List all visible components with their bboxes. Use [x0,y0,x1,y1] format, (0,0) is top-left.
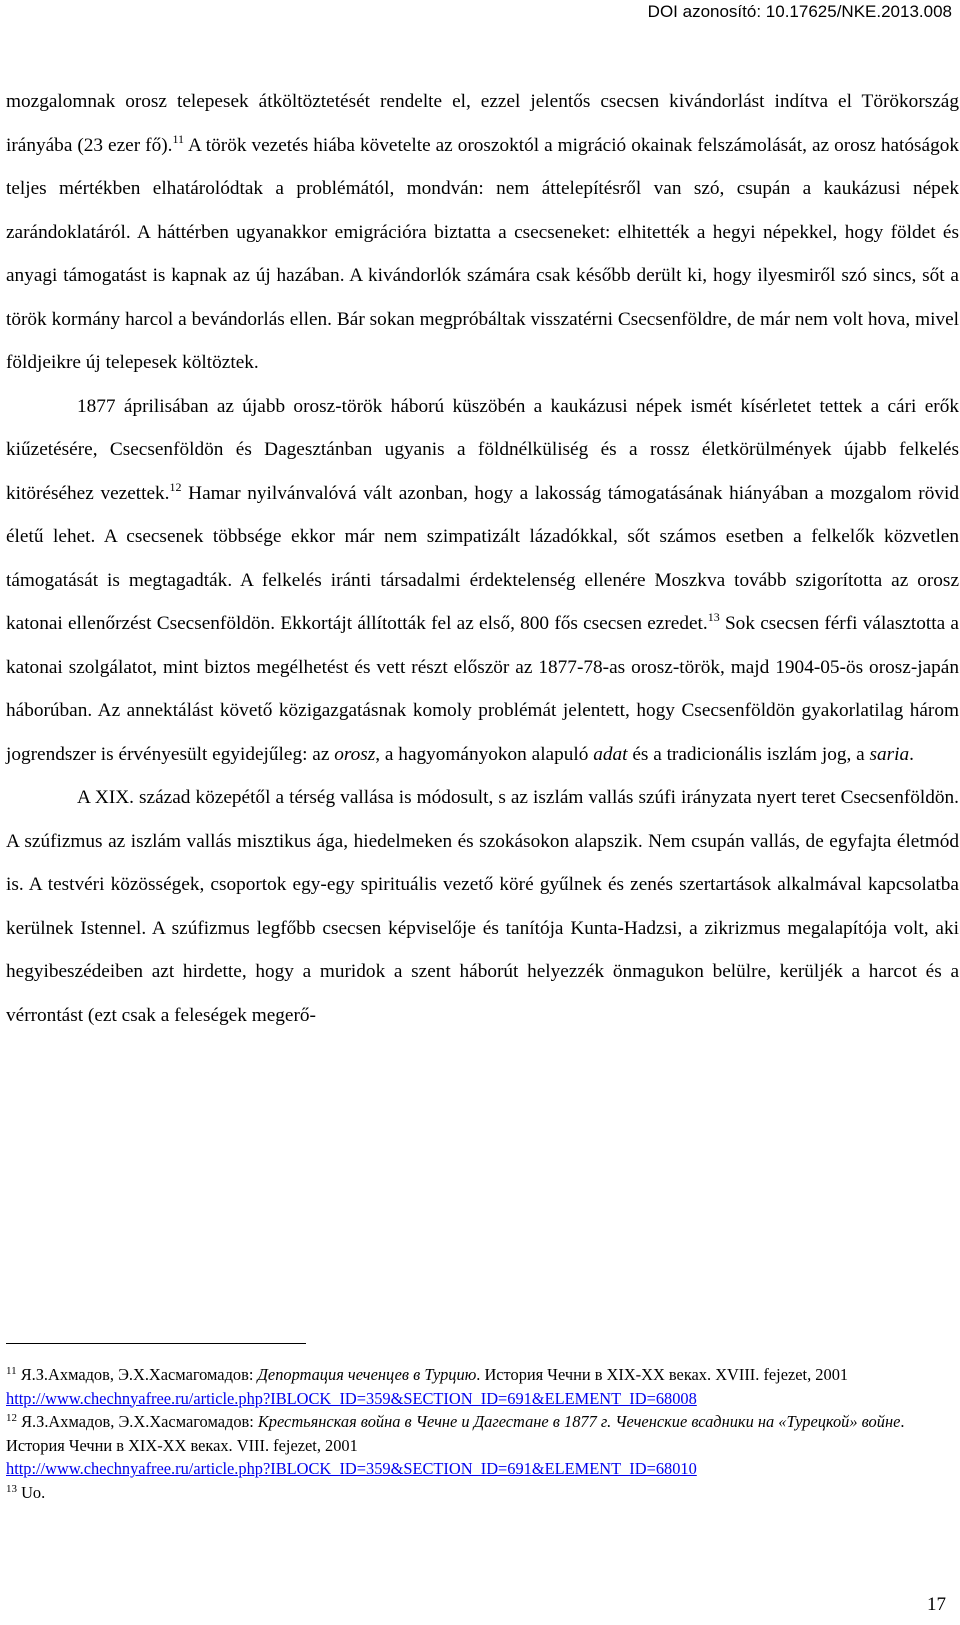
footnote-italic: Депортация чеченцев в Турцию [257,1365,477,1384]
paragraph-italic: orosz [334,743,376,765]
footnote-text: Я.З.Ахмадов, Э.Х.Хасмагомадов: [16,1365,258,1384]
paragraph-text: , a hagyományokon alapuló [375,743,594,765]
paragraph [6,776,959,1037]
paragraph-text: A XIX. század közepétől a térség vallása is módosult, s az iszlám vallás szúfi irányzata nyert teret Csecsenföldön. A szúfizmus az iszlám vallás misztikus ága, hiedelmeken és szokásokon alapszik. Nem csupán vallás, de egyfajta életmód is. A testvéri közösségek, csoportok egy-egy spirituális vezető köré gyűlnek és zenés szertartások alkalmával kapcsolatba kerülnek Istennel. A szúfizmus legfőbb csecsen képviselője és tanítója Kunta-Hadzsi, a zikrizmus megalapítója volt, aki hegyibeszédeiben azt hirdette, hogy a muridok a szent háborút helyezzék önmagukon belülre, kerüljék a harcot és a vérrontást (ezt csak a feleségek megerő- [6,787,959,1026]
paragraph [6,385,959,777]
footnote-line [6,1457,926,1481]
paragraph-text: Hamar nyilvánvalóvá vált azonban, hogy a lakosság támogatásának hiányában a mozgalom rövid életű lehet. A csecsenek többsége ekkor már nem szimpatizált lázadókkal, sőt számos esetben a felkelők közvetlen támogatását is megtagadták. A felkelés iránti társadalmi érdektelenség ellenére Moszkva tovább szigorította az orosz katonai ellenőrzést Csecsenföldön. Ekkortájt állították fel az első, 800 fős csecsen ezredet. [6,482,959,634]
paragraph-text: Sok csecsen férfi választotta a katonai szolgálatot, mint biztos megélhetést és vett részt először az 1877-78-as orosz-török, majd 1904-05-ös orosz-japán háborúban. Az annektálást követő közigazgatásnak komoly problémát jelentett, hogy Csecsenföldön gyakorlatilag három jogrendszer is érvényesült egyidejűleg: az [6,613,959,765]
footnote-text: . История Чечни в XIX-XX веках. VIII. fejezet, 2001 [6,1412,905,1455]
footnote-text: Uo. [17,1482,46,1502]
footnote-line [6,1387,926,1411]
page-number: 17 [927,1594,946,1615]
footnotes [6,1363,926,1505]
footnote-separator [6,1343,306,1344]
footnote-line [6,1363,926,1387]
doi-header: DOI azonosító: 10.17625/NKE.2013.008 [647,2,952,21]
paragraph-text: . [909,743,914,765]
main-body-text [6,80,959,1037]
footnote-text: . История Чечни в XIX-XX веках. XVIII. fejezet, 2001 [476,1365,849,1384]
footnote-ref[interactable]: 13 [707,610,720,624]
paragraph-text: és a tradicionális iszlám jog, a [627,743,870,765]
footnote-line [6,1410,926,1457]
footnote-ref[interactable]: 11 [6,1365,17,1377]
paragraph-text: 1877 áprilisában az újabb orosz-török háború küszöbén a kaukázusi népek ismét kísérletet tettek a cári erők kiűzetésére, Csecsenföldön és Dagesztánban ugyanis a földnélküliség és a rossz életkörülmények újabb felkelés kitöréséhez vezettek. [6,395,959,504]
paragraph-text: A török vezetés hiába követelte az oroszoktól a migráció okainak felszámolását, az orosz hatóságok teljes mértékben elhatárolódtak a problémától, mondván: nem áttelepítésről van szó, csupán a kaukázusi népek zarándoklatáról. A háttérben ugyanakkor emigrációra biztatta a csecseneket: elhitették a hegyi népekkel, hogy földet és anyagi támogatást is kapnak az új hazában. A kivándorlók számára csak később derült ki, hogy ilyesmiről szó sincs, sőt a török kormány harcol a bevándorlás ellen. Bár sokan megpróbáltak visszatérni Csecsenföldre, de már nem volt hova, mivel földjeikre új telepesek költöztek. [6,134,959,373]
footnote-link[interactable]: http://www.chechnyafree.ru/article.php?IBLOCK_ID=359&SECTION_ID=691&ELEMENT_ID=68008 [6,1388,697,1408]
footnote-ref[interactable]: 12 [6,1412,17,1425]
footnote-ref[interactable]: 11 [172,131,185,146]
footnote-ref[interactable]: 13 [6,1482,17,1495]
footnote-italic: Крестьянская война в Чечне и Дагестане в 1877 г. Чеченские всадники на «Турецкой» войне [257,1412,901,1432]
footnote-text: Я.З.Ахмадов, Э.Х.Хасмагомадов: [17,1412,258,1432]
paragraph [6,80,959,385]
footnote-link[interactable]: http://www.chechnyafree.ru/article.php?IBLOCK_ID=359&SECTION_ID=691&ELEMENT_ID=68010 [6,1459,697,1479]
paragraph-italic: saria [869,743,910,765]
paragraph-text: mozgalomnak orosz telepesek átköltöztetését rendelte el, ezzel jelentős csecsen kivándorlást indítva el Törökország irányába (23 ezer fő). [6,91,959,156]
footnote-line [6,1481,926,1505]
footnote-ref[interactable]: 12 [169,479,182,494]
paragraph-italic: adat [593,743,628,765]
